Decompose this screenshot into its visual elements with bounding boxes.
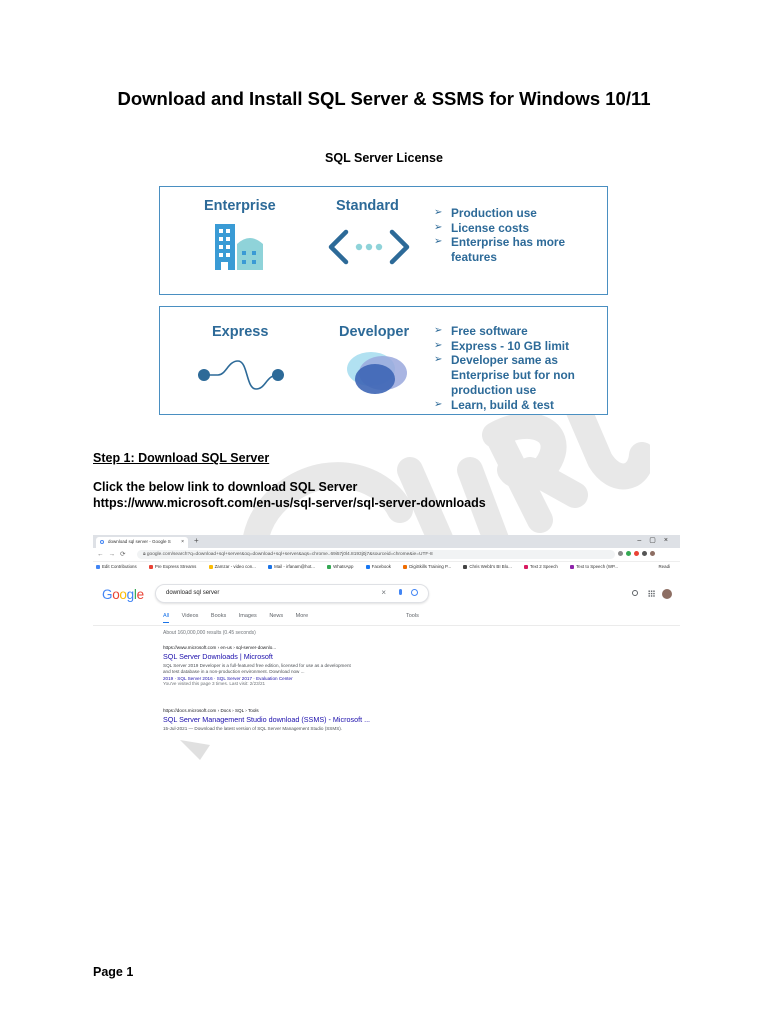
result-snippet-line: SQL Server 2019 Developer is a full-featured free edition, licensed for use as a development: [163, 663, 351, 668]
bookmark-item[interactable]: Text to Speech (WP...: [570, 564, 618, 569]
tab-close-icon[interactable]: ×: [181, 539, 184, 545]
reading-list[interactable]: Readi: [658, 564, 670, 569]
tab-more[interactable]: More: [295, 613, 309, 619]
url-field[interactable]: [137, 550, 615, 559]
step1-text: Click the below link to download SQL Server: [93, 480, 358, 494]
step1-instructions: [93, 479, 486, 511]
browser-nav-icons[interactable]: ←→⟳: [97, 551, 131, 558]
bookmark-item[interactable]: Edit Contributions: [96, 564, 137, 569]
list-item: ➢ Production use: [434, 206, 565, 221]
bookmarks-bar: [93, 562, 680, 572]
list-item: ➢ Express - 10 GB limit: [434, 339, 575, 354]
edition-enterprise-label: Enterprise: [204, 198, 276, 214]
search-tabs: [163, 613, 319, 619]
edition-standard-label: Standard: [336, 198, 399, 214]
bookmark-item[interactable]: DigiSkills Training P...: [403, 564, 451, 569]
list-item: ➢ Learn, build & test: [434, 398, 575, 413]
result-sitelinks[interactable]: 2019 · SQL Server 2016 · SQL Server 2017 · Evaluation Center: [163, 675, 293, 681]
tools-button[interactable]: Tools: [406, 613, 419, 619]
document-title: Download and Install SQL Server & SSMS for Windows 10/11: [117, 88, 651, 109]
microphone-icon[interactable]: [399, 589, 402, 595]
avatar[interactable]: [662, 589, 672, 599]
bookmark-item[interactable]: Text 2 Speech: [524, 564, 558, 569]
bookmark-item[interactable]: Chris Webb's BI Blo...: [463, 564, 511, 569]
list-item-continued: features: [451, 250, 497, 265]
list-item: ➢ Developer same as: [434, 353, 575, 368]
divider: [93, 625, 680, 626]
bookmark-item[interactable]: Facebook: [366, 564, 391, 569]
apps-grid-icon[interactable]: [648, 590, 655, 597]
developer-overlap-icon: [343, 349, 411, 397]
tab-title: download sql server - Google S: [108, 539, 171, 544]
list-item: ➢ Enterprise has more: [434, 235, 565, 250]
list-item-continued: production use: [451, 382, 537, 397]
tab-images[interactable]: Images: [238, 613, 257, 619]
result-url[interactable]: https://docs.microsoft.com › Docs › SQL › Tools: [163, 708, 259, 713]
bookmark-item[interactable]: Zamzar - video con...: [209, 564, 256, 569]
edition-developer-label: Developer: [339, 324, 410, 340]
edition-express-label: Express: [212, 324, 269, 340]
result-title-link[interactable]: SQL Server Management Studio download (SSMS) - Microsoft ...: [163, 715, 371, 724]
extension-icons[interactable]: [618, 551, 678, 558]
list-item: ➢ License costs: [434, 221, 565, 236]
bookmark-item[interactable]: WhatsApp: [327, 564, 353, 569]
bookmark-item[interactable]: Pre Express Streams: [149, 564, 196, 569]
standard-code-brackets-icon: [326, 227, 412, 267]
window-controls[interactable]: –▢×: [637, 537, 676, 544]
result-snippet-line: 15-Jul-2021 — Download the latest version of SQL Server Management Studio (SSMS).: [163, 726, 343, 731]
search-input[interactable]: [155, 584, 429, 603]
clear-icon[interactable]: ×: [381, 588, 386, 597]
tab-news[interactable]: News: [269, 613, 284, 619]
new-tab-icon[interactable]: +: [194, 536, 199, 545]
list-item-continued: Enterprise but for non: [451, 368, 575, 383]
search-result: [163, 645, 403, 686]
enterprise-building-icon: [212, 220, 268, 272]
search-query-text: download sql server: [166, 590, 220, 596]
list-item: ➢ Free software: [434, 324, 575, 339]
result-title-link[interactable]: SQL Server Downloads | Microsoft: [163, 652, 273, 661]
license-panel-express-developer: [159, 306, 608, 415]
google-account-area: [626, 589, 676, 599]
browser-tab-bar: [93, 535, 680, 548]
search-result: [163, 708, 403, 732]
page-number: Page 1: [93, 965, 134, 979]
result-snippet-line: and test database in a non-production environment. Download now ...: [163, 669, 305, 675]
bookmark-item[interactable]: Mail - irfanam@hot...: [268, 564, 315, 569]
google-logo[interactable]: Google: [102, 587, 144, 602]
search-icon[interactable]: [411, 589, 418, 596]
google-search-screenshot: [93, 535, 680, 740]
result-url[interactable]: https://www.microsoft.com › en-us › sql-server-downlo...: [163, 645, 277, 650]
tab-videos[interactable]: Videos: [181, 613, 199, 619]
express-route-icon: [196, 355, 286, 395]
browser-address-bar: [93, 548, 680, 562]
step1-heading: Step 1: Download SQL Server: [93, 451, 270, 465]
gear-icon[interactable]: [632, 590, 638, 596]
tab-all[interactable]: All: [163, 613, 169, 623]
google-favicon-icon: [100, 540, 104, 544]
result-stats: About 160,000,000 results (0.45 seconds): [163, 630, 256, 636]
result-visit-info: You've visited this page 3 times. Last visit: 2/23/21: [163, 680, 266, 686]
license-panel-enterprise-standard: [159, 186, 608, 295]
url-text: google.com/search?q=download+sql+server&oq=download+sql+server&aqs=chrome..69i57j0l4.8193j0j7&sourceid=chrome&ie=UTF-8: [146, 552, 433, 557]
browser-tab[interactable]: [96, 537, 188, 548]
lock-icon: 🔒︎: [143, 552, 147, 557]
step1-download-link[interactable]: https://www.microsoft.com/en-us/sql-server/sql-server-downloads: [93, 496, 486, 510]
panel1-bullet-list: [434, 206, 565, 265]
panel2-bullet-list: [434, 324, 575, 412]
tab-books[interactable]: Books: [210, 613, 227, 619]
license-heading: SQL Server License: [325, 151, 443, 165]
